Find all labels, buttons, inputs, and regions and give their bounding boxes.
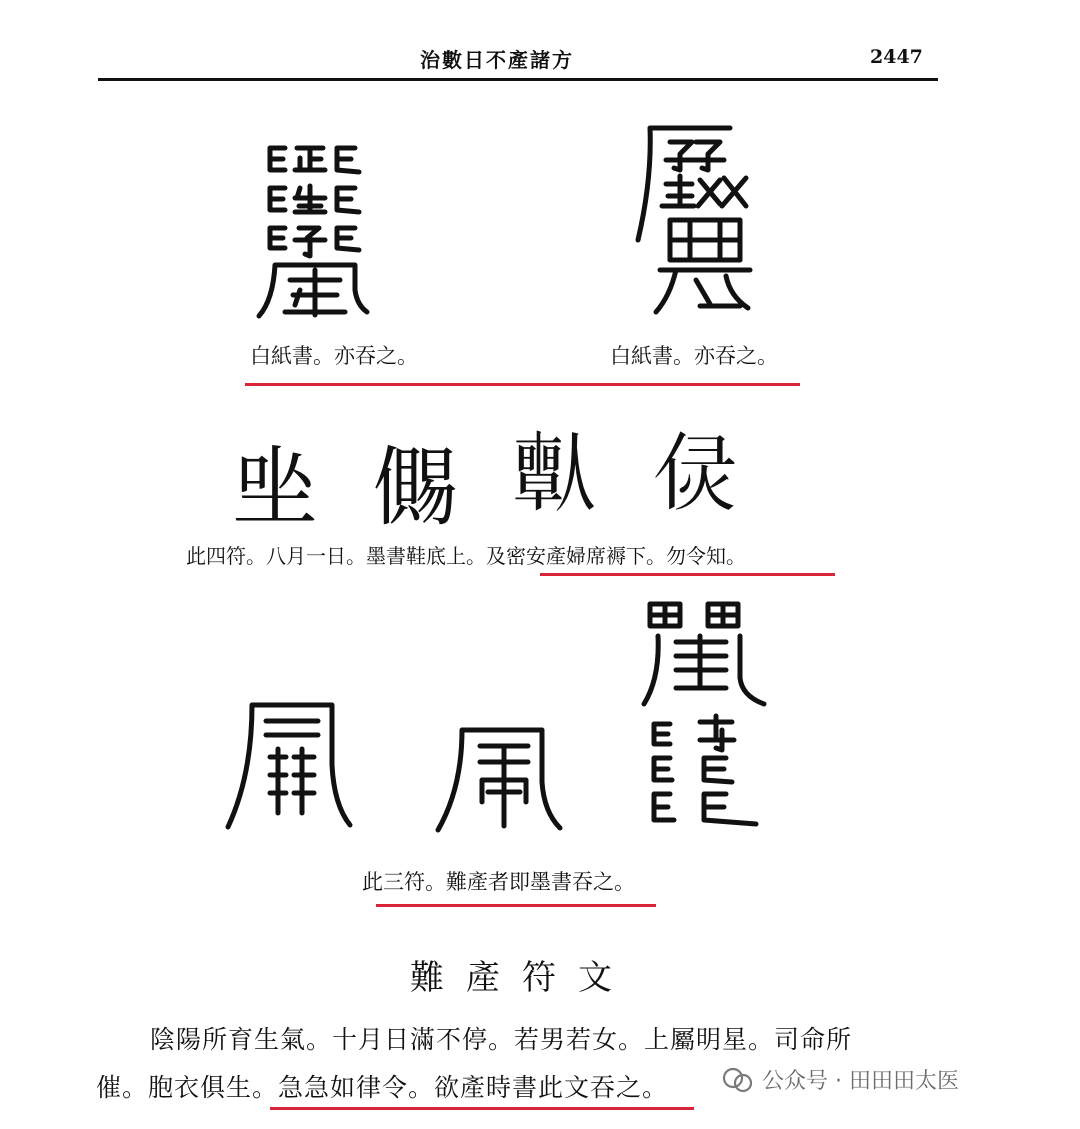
- symbol-char-4: 𠈳: [652, 425, 738, 525]
- three-symbols-caption: 此三符。難產者即墨書吞之。: [362, 870, 635, 894]
- page-number: 2447: [870, 46, 923, 68]
- wechat-icon: [720, 1066, 754, 1094]
- four-symbols-caption: 此四符。八月一日。墨書鞋底上。及密安產婦席褥下。勿令知。: [186, 544, 746, 568]
- underline-4: [270, 1107, 694, 1110]
- body-line-1: 陰陽所育生氣。十月日滿不停。若男若女。上屬明星。司命所: [150, 1025, 853, 1054]
- talisman-1-caption: 白紙書。亦吞之。: [250, 344, 418, 368]
- watermark: [720, 1064, 959, 1095]
- underline-1: [245, 383, 800, 386]
- symbol-three-3-image: [640, 598, 770, 838]
- talisman-1-image: [255, 140, 375, 320]
- body-line-2: 催。胞衣俱生。急急如律令。欲產時書此文吞之。: [96, 1073, 669, 1102]
- header-rule: [98, 78, 938, 81]
- talisman-2-caption: 白紙書。亦吞之。: [610, 344, 778, 368]
- symbol-char-3: 𠐱: [512, 425, 598, 525]
- symbol-three-1-image: [222, 695, 357, 835]
- watermark-text: 公众号 · 田田田太医: [762, 1069, 959, 1094]
- underline-2: [540, 573, 835, 576]
- symbol-char-2: 儩: [372, 438, 458, 538]
- page-header-title: 治數日不產諸方: [420, 48, 574, 72]
- underline-3: [376, 904, 656, 907]
- talisman-2-image: [630, 120, 780, 320]
- symbol-three-2-image: [432, 722, 567, 837]
- symbol-char-1: 㘴: [232, 438, 318, 538]
- section-title: 難產符文: [410, 958, 634, 998]
